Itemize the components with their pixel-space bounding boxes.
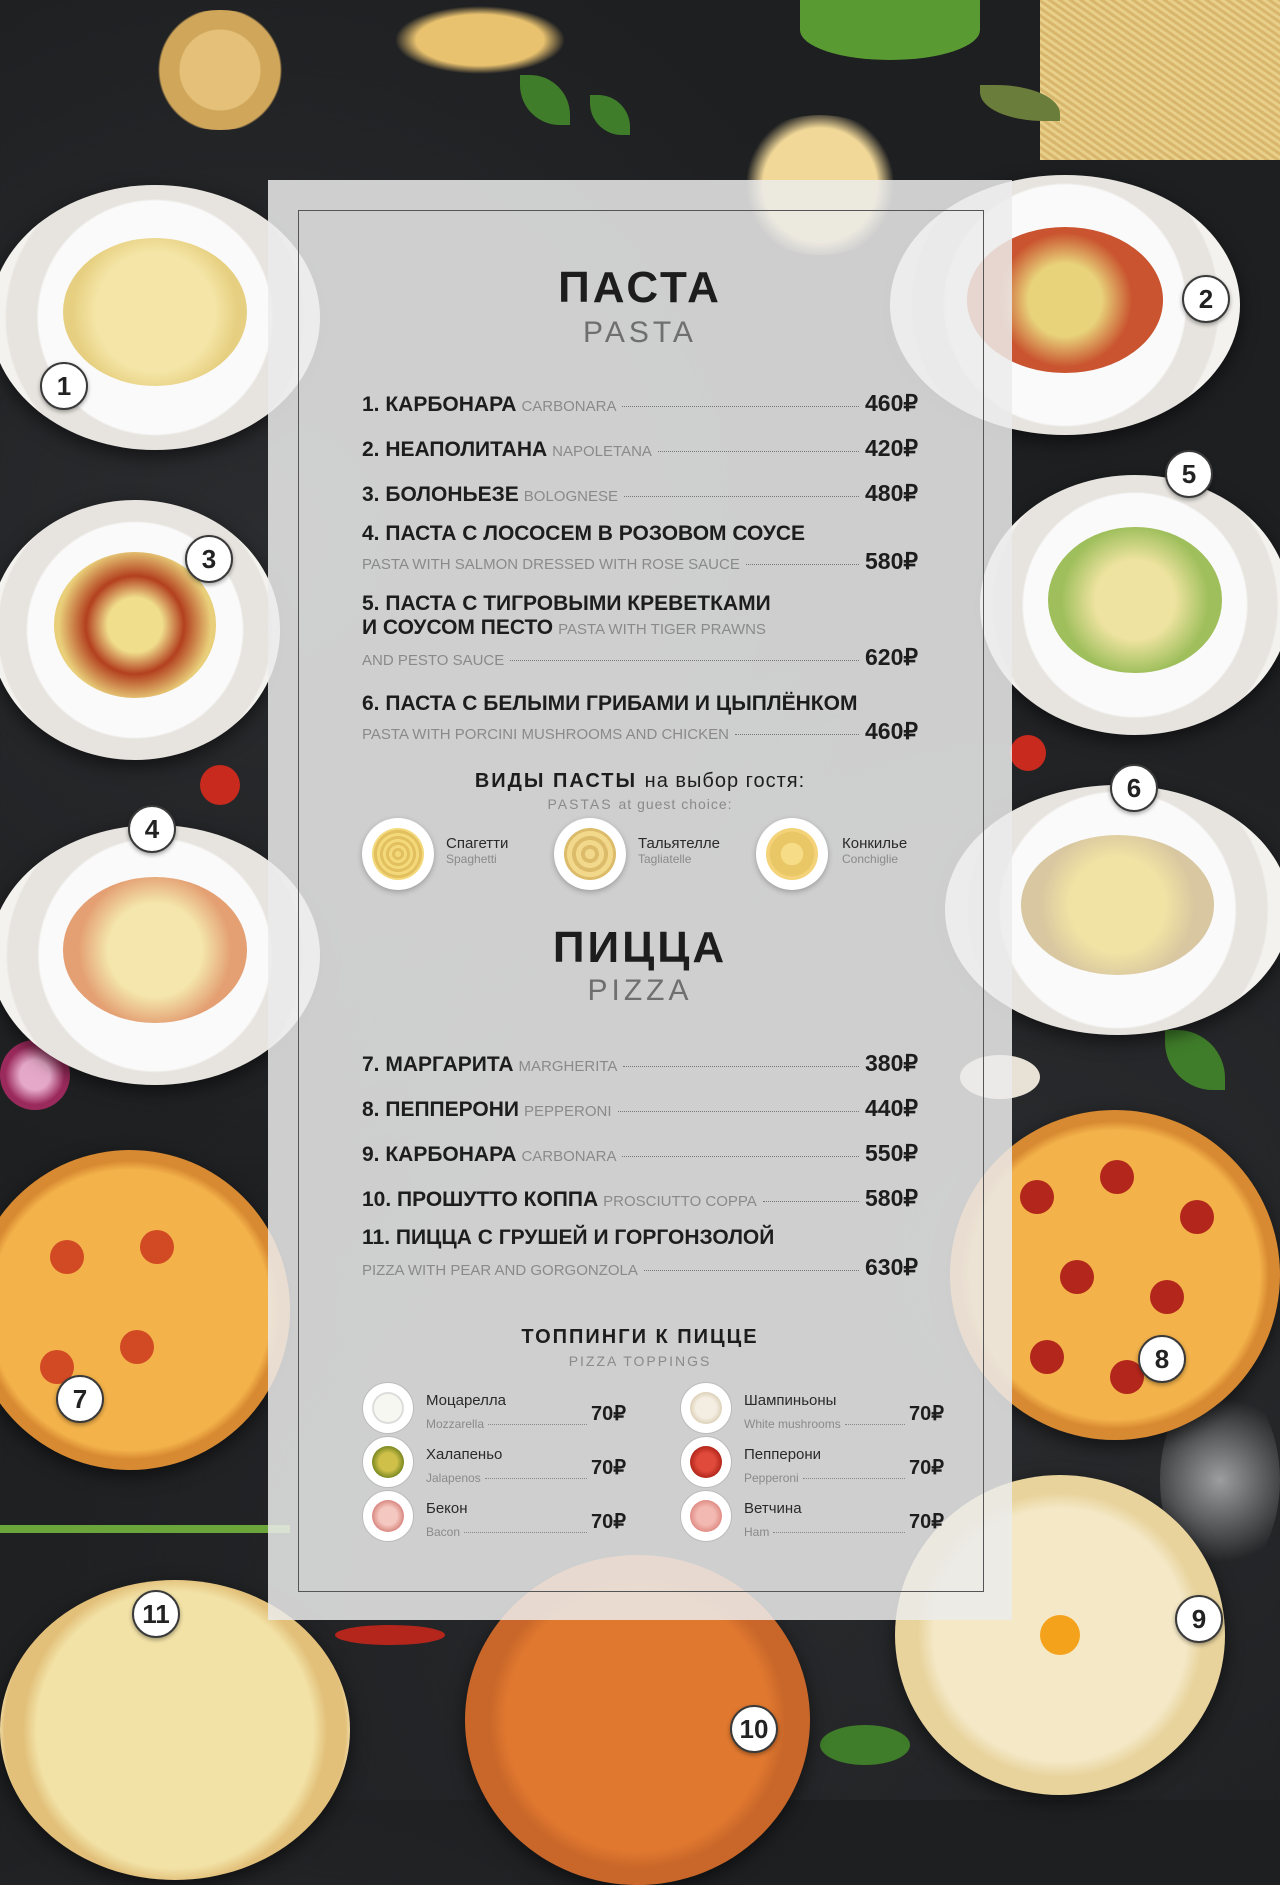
- topping-name: Моцарелла: [426, 1392, 506, 1409]
- item-price: 580₽: [864, 1185, 918, 1211]
- pizza-photo-7: [0, 1150, 290, 1470]
- item-name-en: PEPPERONI: [523, 1103, 612, 1120]
- photo-number-badge: 4: [128, 805, 176, 853]
- item-name: 3. БОЛОНЬЕЗЕ: [362, 483, 519, 506]
- mozzarella-icon: [362, 1382, 414, 1434]
- pasta-type-name: Спагетти: [446, 835, 509, 852]
- bacon-icon: [362, 1490, 414, 1542]
- topping-name: Халапеньо: [426, 1446, 503, 1463]
- topping-price: 70₽: [591, 1511, 626, 1533]
- tomato-decoration: [200, 765, 240, 805]
- menu-item: [362, 1050, 918, 1077]
- item-name-en: PIZZA WITH PEAR AND GORGONZOLA: [362, 1262, 638, 1279]
- topping-name-en: Bacon: [426, 1525, 461, 1539]
- item-name-en: PASTA WITH TIGER PRAWNS: [558, 621, 766, 638]
- item-price: 460₽: [864, 390, 918, 416]
- menu-item: [362, 1226, 918, 1281]
- item-name-en: CARBONARA: [521, 398, 617, 415]
- pasta-type-conchiglie: [842, 835, 907, 866]
- item-name: 4. ПАСТА С ЛОСОСЕМ В РОЗОВОМ СОУСЕ: [362, 522, 806, 545]
- topping-pepperoni: [744, 1446, 944, 1488]
- mushrooms-icon: [680, 1382, 732, 1434]
- item-price: 420₽: [864, 435, 918, 461]
- pasta-subtitle: PASTA: [583, 316, 697, 349]
- pasta-type-spaghetti: [446, 835, 508, 866]
- item-price: 630₽: [864, 1254, 918, 1280]
- photo-number-badge: 6: [1110, 764, 1158, 812]
- item-name: 10. ПРОШУТТО КОППА: [362, 1188, 599, 1211]
- topping-name-en: White mushrooms: [744, 1417, 841, 1431]
- pasta-types-title: [362, 770, 918, 793]
- pasta-types-subtitle-en: PASTAS: [547, 796, 613, 812]
- topping-price: 70₽: [909, 1457, 944, 1479]
- pasta-type-name-en: Spaghetti: [446, 852, 497, 866]
- pasta-type-tagliatelle: [638, 835, 720, 866]
- topping-price: 70₽: [909, 1403, 944, 1425]
- basil-leaf-decoration: [590, 95, 630, 135]
- item-name-en: NAPOLETANA: [552, 443, 652, 460]
- topping-name-en: Mozzarella: [426, 1417, 485, 1431]
- topping-name: Бекон: [426, 1500, 468, 1517]
- photo-number-badge: 9: [1175, 1595, 1223, 1643]
- item-name: 11. ПИЦЦА С ГРУШЕЙ И ГОРГОНЗОЛОЙ: [362, 1226, 775, 1249]
- green-onion-decoration: [0, 1525, 290, 1533]
- lettuce-decoration: [800, 0, 980, 60]
- photo-number-badge: 3: [185, 535, 233, 583]
- topping-bacon: [426, 1500, 626, 1542]
- topping-name: Шампиньоны: [744, 1392, 837, 1409]
- basil-leaf-decoration: [1165, 1030, 1225, 1090]
- pasta-type-name: Тальятелле: [638, 835, 720, 852]
- pepperoni-icon: [680, 1436, 732, 1488]
- topping-price: 70₽: [591, 1457, 626, 1479]
- item-name: 7. МАРГАРИТА: [362, 1053, 514, 1076]
- item-name-en: PROSCIUTTO COPPA: [603, 1193, 757, 1210]
- item-name-en: BOLOGNESE: [523, 488, 618, 505]
- pasta-pile-decoration: [140, 10, 300, 130]
- topping-name-en: Ham: [744, 1525, 770, 1539]
- pasta-types-title-ru: ВИДЫ ПАСТЫ: [474, 770, 638, 792]
- topping-name: Пепперони: [744, 1446, 822, 1463]
- toppings-title: ТОППИНГИ К ПИЦЦЕ: [521, 1326, 759, 1348]
- pasta-types-title-ru-small: на выбор гостя:: [644, 770, 806, 792]
- menu-item: [362, 522, 918, 575]
- menu-item: [362, 435, 918, 462]
- photo-number-badge: 8: [1138, 1335, 1186, 1383]
- topping-ham: [744, 1500, 944, 1542]
- topping-name-en: Jalapenos: [426, 1471, 481, 1485]
- pasta-type-name-en: Tagliatelle: [638, 852, 692, 866]
- item-price: 620₽: [864, 644, 918, 670]
- pizza-subtitle: PIZZA: [587, 974, 693, 1007]
- menu-item: [362, 692, 918, 745]
- photo-number-badge: 11: [132, 1590, 180, 1638]
- penne-pile-decoration: [380, 0, 580, 80]
- photo-number-badge: 2: [1182, 275, 1230, 323]
- topping-name-en: Pepperoni: [744, 1471, 799, 1485]
- item-name-en: CARBONARA: [521, 1148, 617, 1165]
- pasta-plate-3: [0, 500, 280, 760]
- item-price: 380₽: [864, 1050, 918, 1076]
- item-name: 6. ПАСТА С БЕЛЫМИ ГРИБАМИ И ЦЫПЛЁНКОМ: [362, 692, 858, 715]
- pasta-type-name-en: Conchiglie: [842, 852, 899, 866]
- item-name: 9. КАРБОНАРА: [362, 1143, 517, 1166]
- menu-item: [362, 1140, 918, 1167]
- item-name: 1. КАРБОНАРА: [362, 393, 517, 416]
- topping-name: Ветчина: [744, 1500, 802, 1517]
- tagliatelle-bowl-image: [554, 818, 626, 890]
- photo-number-badge: 7: [56, 1375, 104, 1423]
- item-name-en-line2: AND PESTO SAUCE: [362, 652, 505, 669]
- item-price: 550₽: [864, 1140, 918, 1166]
- menu-item: [362, 1185, 918, 1212]
- item-price: 460₽: [864, 718, 918, 744]
- basil-leaf-decoration: [520, 75, 570, 125]
- pasta-types-subtitle: [362, 796, 918, 812]
- menu-item: [362, 592, 918, 671]
- topping-price: 70₽: [909, 1511, 944, 1533]
- spaghetti-bundle-decoration: [1040, 0, 1280, 160]
- item-name: 2. НЕАПОЛИТАНА: [362, 438, 548, 461]
- topping-mushrooms: [744, 1392, 944, 1434]
- item-name-en: PASTA WITH PORCINI MUSHROOMS AND CHICKEN: [362, 726, 729, 743]
- menu-item: [362, 480, 918, 507]
- pasta-type-name: Конкилье: [842, 835, 908, 852]
- spaghetti-bowl-image: [362, 818, 434, 890]
- item-price: 440₽: [864, 1095, 918, 1121]
- toppings-subtitle: PIZZA TOPPINGS: [568, 1353, 712, 1369]
- item-price: 480₽: [864, 480, 918, 506]
- pasta-types-subtitle-en-small: at guest choice:: [618, 796, 733, 812]
- menu-item: [362, 390, 918, 417]
- photo-number-badge: 10: [730, 1705, 778, 1753]
- conchiglie-bowl-image: [756, 818, 828, 890]
- pizza-title: ПИЦЦА: [552, 923, 728, 972]
- topping-price: 70₽: [591, 1403, 626, 1425]
- jalapeno-icon: [362, 1436, 414, 1488]
- item-name-en: MARGHERITA: [518, 1058, 618, 1075]
- item-name-en: PASTA WITH SALMON DRESSED WITH ROSE SAUCE: [362, 556, 740, 573]
- pepper-decoration: [820, 1725, 910, 1765]
- photo-number-badge: 5: [1165, 450, 1213, 498]
- chili-decoration: [335, 1625, 445, 1645]
- photo-number-badge: 1: [40, 362, 88, 410]
- tomato-decoration: [1010, 735, 1046, 771]
- topping-jalapenos: [426, 1446, 626, 1488]
- pasta-plate-5: [980, 475, 1280, 735]
- topping-mozzarella: [426, 1392, 626, 1434]
- item-name: 8. ПЕППЕРОНИ: [362, 1098, 519, 1121]
- item-name: 5. ПАСТА С ТИГРОВЫМИ КРЕВЕТКАМИ: [362, 592, 771, 615]
- item-name-line2: И СОУСОМ ПЕСТО: [362, 616, 554, 639]
- pasta-title: ПАСТА: [558, 263, 722, 312]
- ham-icon: [680, 1490, 732, 1542]
- menu-item: [362, 1095, 918, 1122]
- item-price: 580₽: [864, 548, 918, 574]
